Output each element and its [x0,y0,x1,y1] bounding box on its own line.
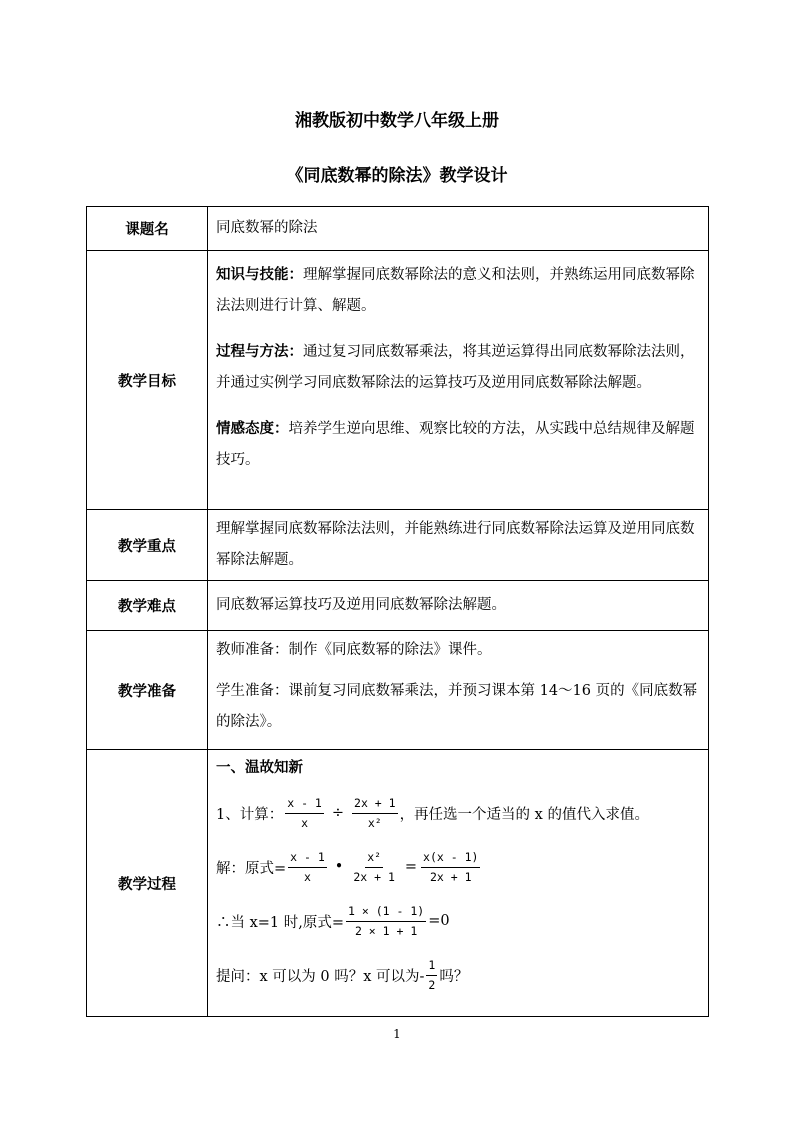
label-key-points: 教学重点 [87,510,208,581]
prep-teacher: 教师准备：制作《同底数幂的除法》课件。 [216,642,492,658]
topic-value: 同底数幂的除法 [208,207,709,251]
preparation-content [208,631,709,750]
difficulty-text: 同底数幂运算技巧及逆用同底数幂除法解题。 [208,581,709,631]
table-row-goals [87,251,709,510]
label-difficulty: 教学难点 [87,581,208,631]
goal-knowledge: 知识与技能：理解掌握同底数幂除法的意义和法则，并熟练运用同底数幂除法法则进行计算、解题。 [216,266,695,314]
goal-process: 过程与方法：通过复习同底数幂乘法，将其逆运算得出同底数幂除法法则，并通过实例学习同底数幂除法的运算技巧及逆用同底数幂除法解题。 [216,343,695,391]
evaluation-line: ∴当 x=1 时,原式= $\frac{1 \times (1 - 1)}{2 \times 1 + 1}$ =0 [216,903,450,938]
question-line: 提问：x 可以为 0 吗？x 可以为- $\frac{1}{2}$ 吗？ [216,957,469,992]
fraction: $\frac{2x + 1}{\text{x²}}$ [354,795,396,830]
lesson-plan-table [86,206,709,1017]
label-process: 教学过程 [87,750,208,1017]
table-row-preparation [87,631,709,750]
key-points-text: 理解掌握同底数幂除法法则，并能熟练进行同底数幂除法运算及逆用同底数幂除法解题。 [208,510,709,581]
table-row-process [87,750,709,1017]
document-subtitle: 《同底数幂的除法》教学设计 [286,166,508,186]
exercise-question: 1、计算： $\frac{x - 1}{x}$ ÷ $\frac{2x + 1}{\text{x²}}$ ，再任选一个适当的 x 的值代入求值。 [216,795,649,830]
goal-attitude: 情感态度：培养学生逆向思维、观察比较的方法，从实践中总结规律及解题技巧。 [216,420,695,468]
fraction: $\frac{x(x - 1)}{2x + 1}$ [423,849,479,884]
fraction: $\frac{1 \times (1 - 1)}{2 \times 1 + 1}$ [348,903,425,938]
fraction: $\frac{x - 1}{x}$ [290,849,325,884]
page-number: 1 [393,1027,401,1041]
fraction: $\frac{x - 1}{x}$ [287,795,322,830]
process-content [208,750,709,1017]
solution-line: 解：原式= $\frac{x - 1}{x}$ • $\frac{\text{x²}}{2x + 1}$ = $\frac{x(x - 1)}{2x + 1}$ [216,849,479,884]
table-row-key-points [87,510,709,581]
section-heading: 一、温故知新 [216,759,303,776]
table-row-difficulty [87,581,709,631]
label-preparation: 教学准备 [87,631,208,750]
table-row-topic [87,207,709,251]
prep-student: 学生准备：课前复习同底数幂乘法，并预习课本第 14～16 页的《同底数幂的除法》。 [216,683,698,730]
fraction: $\frac{1}{2}$ [428,957,436,992]
goals-content [208,251,709,510]
document-title: 湘教版初中数学八年级上册 [295,111,499,131]
label-goals: 教学目标 [87,251,208,510]
fraction: $\frac{\text{x²}}{2x + 1}$ [353,849,395,884]
label-topic: 课题名 [87,207,208,251]
